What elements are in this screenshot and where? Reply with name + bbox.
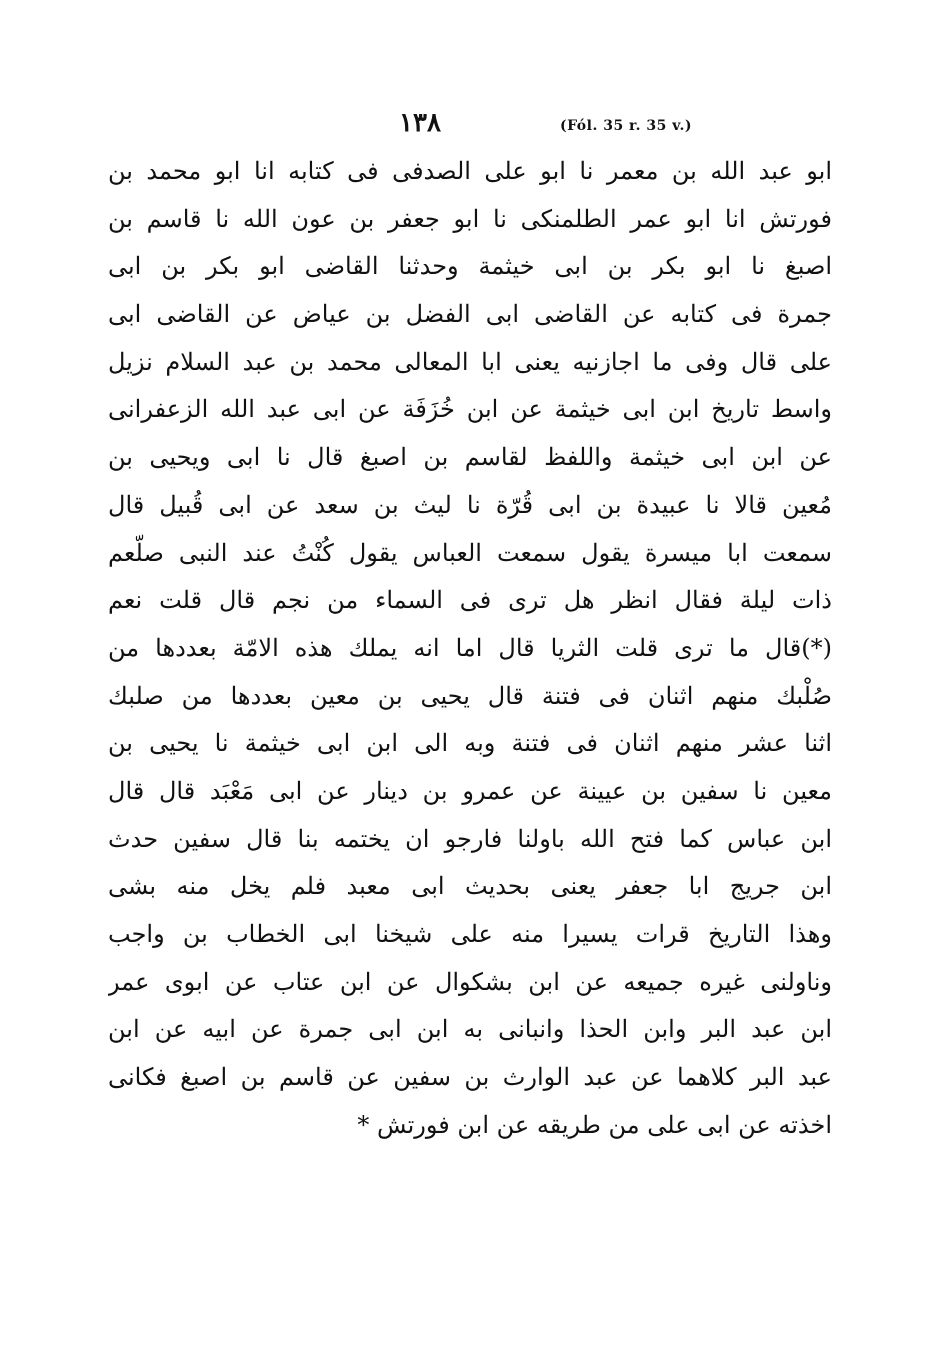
text-line: عبد البر كلاهما عن عبد الوارث بن سفين عن قاسم بن اصبغ فكانى	[108, 1063, 832, 1092]
text-line: ابو عبد الله بن معمر نا ابو على الصدفى فى كتابه انا ابو محمد بن	[108, 157, 832, 185]
text-line: اثنا عشر منهم اثنان فى فتنة وبه الى ابن ابى خيثمة نا يحيى بن	[108, 729, 832, 758]
text-line: وهذا التاريخ قرات يسيرا منه على شيخنا ابى الخطاب بن واجب	[108, 920, 832, 948]
text-line: على قال وفى ما اجازنيه يعنى ابا المعالى محمد بن عبد السلام نزيل	[108, 347, 832, 376]
text-line: ابن عبد البر وابن الحذا وانبانى به ابن ابى جمرة عن ابيه عن ابن	[108, 1015, 832, 1044]
text-line: ذات ليلة فقال انظر هل ترى فى السماء من نجم قال قلت نعم	[108, 586, 832, 615]
text-line: مُعين قالا نا عبيدة بن ابى قُرّة نا ليث بن سعد عن ابى قُبيل قال	[108, 490, 832, 519]
folio-reference: (Fól. 35 r. 35 v.)	[560, 118, 692, 134]
text-line: ابن جريج ابا جعفر يعنى بحديث ابى معبد فلم يخل منه بشى	[108, 872, 832, 901]
text-line: سمعت ابا ميسرة يقول سمعت العباس يقول كُنْتُ عند النبى صلّعم	[108, 538, 832, 567]
body-text	[108, 148, 832, 1198]
text-line: صُلْبك منهم اثنان فى فتنة قال يحيى بن معين بعددها من صلبك	[108, 681, 832, 710]
text-line: جمرة فى كتابه عن القاضى ابى الفضل بن عياض عن القاضى ابى	[108, 300, 832, 329]
text-line: معين نا سفين بن عيينة عن عمرو بن دينار عن ابى مَعْبَد قال قال	[108, 776, 832, 805]
text-line: اصبغ نا ابو بكر بن ابى خيثمة وحدثنا القاضى ابو بكر بن ابى	[108, 252, 832, 281]
text-line: فورتش انا ابو عمر الطلمنكى نا ابو جعفر بن عون الله نا قاسم بن	[108, 204, 832, 233]
text-line: ابن عباس كما فتح الله باولنا فارجو ان يختمه بنا قال سفين حدث	[108, 824, 832, 853]
text-line: اخذته عن ابى على من طريقه عن ابن فورتش *	[357, 1110, 832, 1139]
text-line: واسط تاريخ ابن ابى خيثمة عن ابن خُزَفَة عن ابى عبد الله الزعفرانى	[108, 395, 832, 424]
text-line: وناولنى غيره جميعه عن ابن بشكوال عن ابن عتاب عن ابوى عمر	[108, 967, 832, 996]
text-line: (*)قال ما ترى قلت الثريا قال اما انه يملك هذه الامّة بعددها من	[108, 633, 832, 662]
page-number: ١٣٨	[399, 108, 441, 138]
text-line: عن ابن ابى خيثمة واللفظ لقاسم بن اصبغ قال نا ابى ويحيى بن	[108, 443, 832, 472]
